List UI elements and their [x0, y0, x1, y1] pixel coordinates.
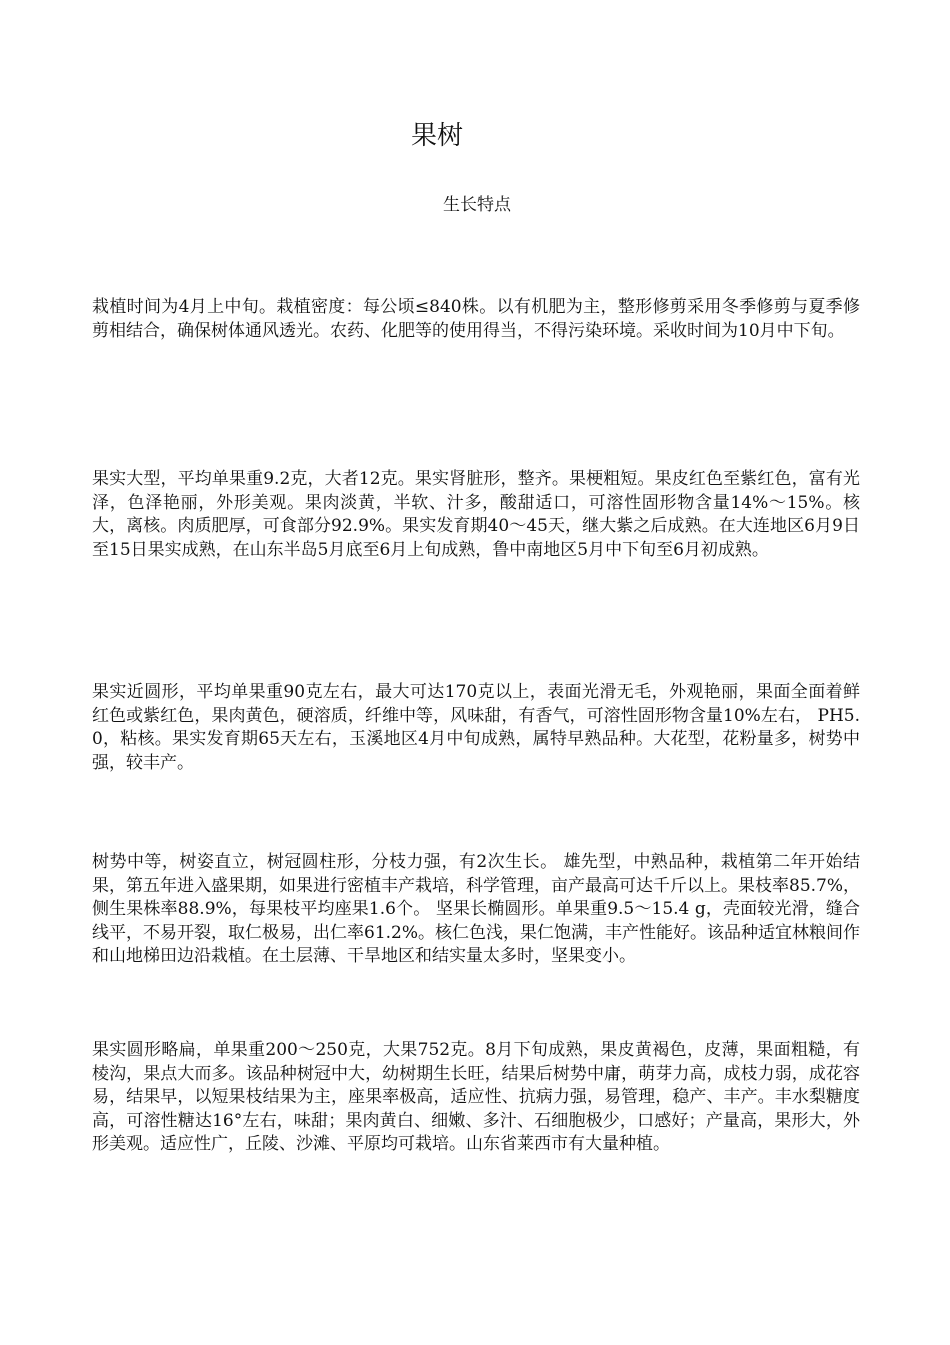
paragraph-fruit-large: 果实大型，平均单果重9.2克，大者12克。果实肾脏形，整齐。果梗粗短。果皮红色至紫红色，富有光泽，色泽艳丽，外形美观。果肉淡黄，半软、汁多，酸甜适口，可溶性固形物含量14%～15%。核大，离核。肉质肥厚，可食部分92.9%。果实发育期40～45天，继大紫之后成熟。在大连地区6月9日至15日果实成熟，在山东半岛5月底至6月上旬成熟，鲁中南地区5月中下旬至6月初成熟。: [92, 469, 860, 560]
paragraph-tree-vigor: 树势中等，树姿直立，树冠圆柱形，分枝力强，有2次生长。 雄先型，中熟品种，栽植第二年开始结果，第五年进入盛果期，如果进行密植丰产栽培，科学管理，亩产最高可达千斤以上。果枝率85.7%，侧生果株率88.9%，每果枝平均座果1.6个。 坚果长椭圆形。单果重9.5～15.4 g，壳面较光滑，缝合线平，不易开裂，取仁极易，出仁率61.2%。核仁色浅，果仁饱满，丰产性能好。该品种适宜林粮间作和山地梯田边沿栽植。在土层薄、干旱地区和结实量太多时，坚果变小。: [92, 852, 861, 966]
paragraph-pear: 果实圆形略扁，单果重200～250克，大果752克。8月下旬成熟，果皮黄褐色，皮薄，果面粗糙，有棱沟，果点大而多。该品种树冠中大，幼树期生长旺，结果后树势中庸，萌芽力高，成枝力弱，成花容易，结果早，以短果枝结果为主，座果率极高，适应性、抗病力强，易管理，稳产、丰产。丰水梨糖度高，可溶性糖达16°左右，味甜；果肉黄白、细嫩、多汁、石细胞极少，口感好；产量高，果形大，外形美观。适应性广，丘陵、沙滩、平原均可栽培。山东省莱西市有大量种植。: [92, 1040, 860, 1154]
paragraph-planting: 栽植时间为4月上中旬。栽植密度：每公顷≤840株。以有机肥为主，整形修剪采用冬季修剪与夏季修剪相结合，确保树体通风透光。农药、化肥等的使用得当，不得污染环境。采收时间为10月中下旬。: [92, 297, 860, 341]
document-title: 果树: [410, 121, 463, 151]
document-subtitle: 生长特点: [443, 195, 511, 215]
paragraph-fruit-round: 果实近圆形，平均单果重90克左右，最大可达170克以上，表面光滑无毛，外观艳丽，果面全面着鲜红色或紫红色，果肉黄色，硬溶质，纤维中等，风味甜，有香气，可溶性固形物含量10%左右， PH5.0，粘核。果实发育期65天左右，玉溪地区4月中旬成熟，属特早熟品种。大花型，花粉量多，树势中强，较丰产。: [92, 682, 860, 773]
